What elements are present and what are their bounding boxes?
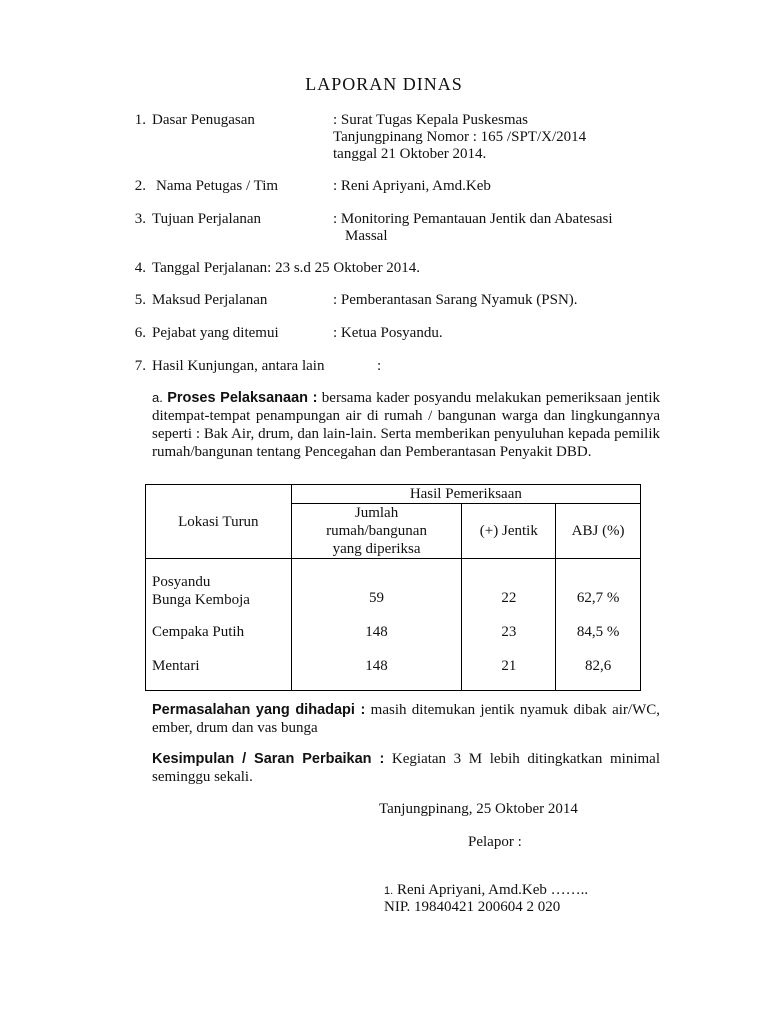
- item-5-value: : Pemberantasan Sarang Nyamuk (PSN).: [333, 292, 578, 308]
- header-jumlah: [291, 504, 462, 559]
- kesimpulan-text: Kegiatan 3 M lebih ditingkatkan minimal seminggu sekali.: [152, 751, 660, 785]
- item-1-value-line-1: : Surat Tugas Kepala Puskesmas: [333, 112, 528, 128]
- lokasi-line: Bunga Kemboja: [152, 592, 250, 608]
- header-abj: ABJ (%): [556, 504, 641, 559]
- kesimpulan-paragraph: [152, 750, 660, 786]
- table-row-2-lokasi: Cempaka Putih: [152, 624, 245, 640]
- header-jentik: (+) Jentik: [462, 504, 556, 559]
- table-row-3-lokasi: Mentari: [152, 658, 200, 674]
- table-row-3-jentik: 21: [501, 658, 517, 674]
- proses-pelaksanaan-paragraph: [152, 389, 660, 461]
- item-1-value-line-2: Tanjungpinang Nomor : 165 /SPT/X/2014: [333, 129, 587, 145]
- table-row-2-jumlah: 148: [365, 624, 388, 640]
- header-lokasi-turun: Lokasi Turun: [146, 485, 292, 559]
- table-row-1-jumlah: 59: [369, 590, 385, 606]
- item-5-number: 5.: [134, 292, 146, 308]
- item-3-number: 3.: [134, 211, 146, 227]
- signatory-number: 1.: [384, 885, 394, 897]
- pelapor-label: Pelapor :: [468, 834, 522, 850]
- proses-heading: Proses Pelaksanaan :: [167, 390, 318, 406]
- column-jumlah: [291, 559, 462, 691]
- item-6-label: Pejabat yang ditemui: [152, 325, 279, 341]
- item-4-number: 4.: [134, 260, 146, 276]
- table-row-3-abj: 82,6: [584, 658, 612, 674]
- signatory-name: Reni Apriyani, Amd.Keb ……..: [393, 882, 589, 898]
- column-jentik: [462, 559, 556, 691]
- table-row-1-lokasi: [146, 573, 291, 607]
- table-row-3-jumlah: 148: [365, 658, 388, 674]
- column-lokasi: [146, 559, 292, 691]
- item-2-number: 2.: [134, 178, 146, 194]
- item-2-value: : Reni Apriyani, Amd.Keb: [333, 178, 491, 194]
- document-title: LAPORAN DINAS: [305, 74, 463, 94]
- item-6-number: 6.: [134, 325, 146, 341]
- table-row-1-jentik: 22: [501, 590, 517, 606]
- item-4-label: Tanggal Perjalanan: 23 s.d 25 Oktober 2014.: [152, 260, 421, 276]
- permasalahan-paragraph: [152, 701, 660, 737]
- item-1-value-line-3: tanggal 21 Oktober 2014.: [333, 146, 487, 162]
- item-1-number: 1.: [134, 112, 146, 128]
- item-7-number: 7.: [134, 358, 146, 374]
- column-abj: [556, 559, 641, 691]
- place-date: Tanjungpinang, 25 Oktober 2014: [379, 801, 578, 817]
- header-jumlah-line-2: rumah/bangunan: [326, 523, 427, 539]
- permasalahan-text: masih ditemukan jentik nyamuk dibak air/WC, ember, drum dan vas bunga: [152, 702, 660, 736]
- item-7-value: :: [377, 358, 382, 374]
- table-row-2-abj: 84,5 %: [576, 624, 620, 640]
- signatory-nip: NIP. 19840421 200604 2 020: [384, 899, 561, 915]
- item-3-value-line-1: : Monitoring Pemantauan Jentik dan Abatesasi: [333, 211, 613, 227]
- header-hasil-pemeriksaan: Hasil Pemeriksaan: [291, 485, 640, 504]
- item-1-label: Dasar Penugasan: [152, 112, 255, 128]
- item-3-label: Tujuan Perjalanan: [152, 211, 262, 227]
- proses-text: bersama kader posyandu melakukan pemeriksaan jentik ditempat-tempat penampungan air di rumah / bangunan warga dan lingkungannya seperti : Bak Air, drum, dan lain-lain. Serta memberikan penyuluhan kepada pemilik rumah/bangunan tentang Pencegahan dan Pemberantasan Penyakit DBD.: [152, 390, 661, 460]
- item-3-value-line-2: Massal: [345, 228, 388, 244]
- item-2-label: Nama Petugas / Tim: [156, 178, 279, 194]
- lokasi-line: Posyandu: [152, 574, 211, 590]
- item-7-label: Hasil Kunjungan, antara lain: [152, 358, 325, 374]
- header-jumlah-line-3: yang diperiksa: [332, 541, 421, 557]
- proses-prefix: a.: [152, 390, 163, 405]
- permasalahan-heading: Permasalahan yang dihadapi :: [152, 702, 366, 718]
- header-jumlah-line-1: Jumlah: [354, 505, 399, 521]
- table-row-2-jentik: 23: [501, 624, 517, 640]
- table-row-1-abj: 62,7 %: [576, 590, 620, 606]
- item-5-label: Maksud Perjalanan: [152, 292, 268, 308]
- kesimpulan-heading: Kesimpulan / Saran Perbaikan :: [152, 751, 385, 767]
- hasil-pemeriksaan-table: [145, 484, 641, 691]
- item-6-value: : Ketua Posyandu.: [333, 325, 443, 341]
